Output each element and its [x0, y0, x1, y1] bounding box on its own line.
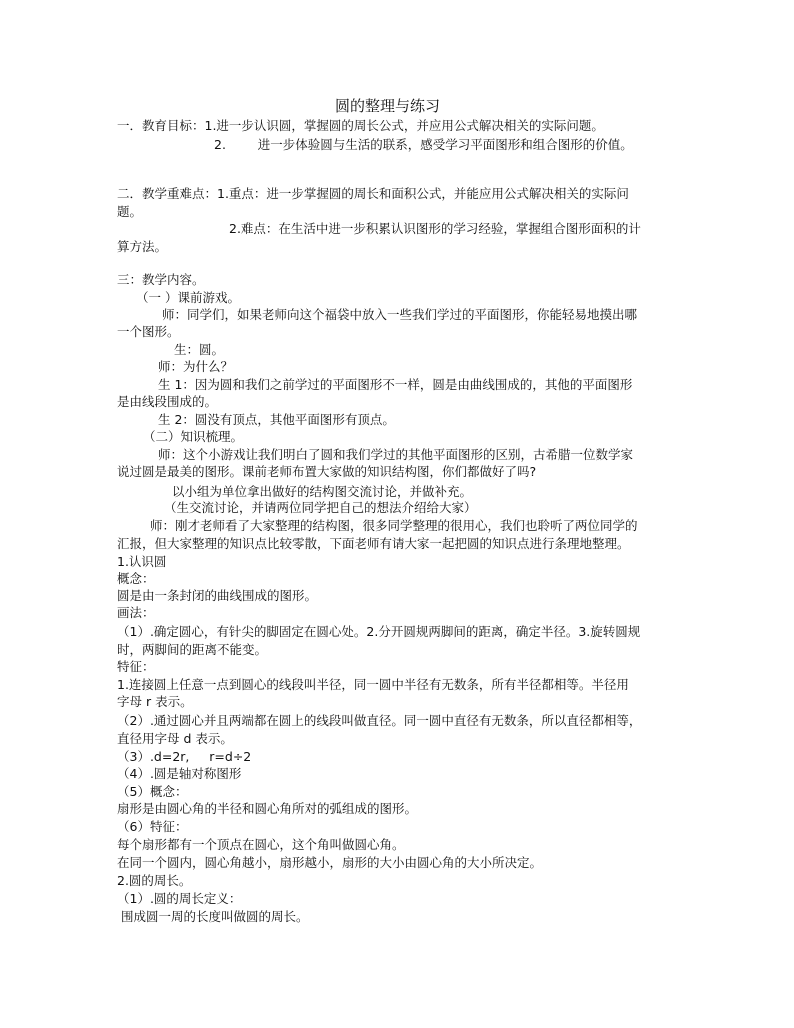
feature-diameter-line-1: （2）.通过圆心并且两端都在圆上的线段叫做直径。同一圆中直径有无数条，所以直径都相等，	[117, 713, 642, 728]
teacher-line-3-cont: 汇报，但大家整理的知识点比较零散，下面老师有请大家一起把圆的知识点进行条理地整理。	[117, 536, 630, 551]
circle-section-heading: 1.认识圆	[117, 554, 167, 569]
formula-line: （3）.d=2r, r=d÷2	[117, 749, 252, 764]
document-title: 圆的整理与练习	[335, 97, 441, 115]
sector-concept-label: （5）概念：	[117, 784, 188, 799]
student-answer: 生：圆。	[174, 342, 225, 357]
teacher-line-1: 师：同学们，如果老师向这个福袋中放入一些我们学过的平面图形，你能轻易地摸出哪	[162, 307, 638, 322]
teacher-line-1-cont: 一个图形。	[117, 324, 180, 339]
sector-features-label: （6）特征：	[117, 819, 188, 834]
section-review-heading: （二）知识梳理。	[143, 429, 244, 444]
perimeter-definition-text: 围成圆一周的长度叫做圆的周长。	[121, 909, 309, 924]
student2-line: 生 2：圆没有顶点，其他平面图形有顶点。	[158, 412, 395, 427]
sector-concept-text: 扇形是由圆心角的半径和圆心角所对的弧组成的图形。	[117, 801, 418, 816]
teacher-line-2: 师：这个小游戏让我们明白了圆和我们学过的其他平面图形的区别，古希腊一位数学家	[158, 447, 634, 462]
teacher-question: 师：为什么？	[158, 359, 234, 374]
difficulty-line-2: 算方法。	[117, 239, 168, 254]
difficulty-line-1: 2.难点：在生活中进一步积累认识图形的学习经验，掌握组合图形面积的计	[229, 221, 641, 236]
drawing-step-line-1: （1）.确定圆心，有针尖的脚固定在圆心处。2.分开圆规两脚间的距离，确定半径。3.旋转圆规	[117, 624, 641, 639]
key-points-line-2: 题。	[117, 204, 143, 219]
feature-radius-line-1: 1.连接圆上任意一点到圆心的线段叫半径，同一圆中半径有无数条，所有半径都相等。半径用	[117, 677, 629, 692]
student1-line-2: 是由线段围成的。	[117, 394, 218, 409]
objectives-line-2: 2. 进一步体验圆与生活的联系，感受学习平面图形和组合图形的价值。	[214, 137, 633, 152]
feature-diameter-line-2: 直径用字母 d 表示。	[117, 731, 233, 746]
teacher-line-3: 师：刚才老师看了大家整理的结构图，很多同学整理的很用心，我们也聆听了两位同学的	[150, 518, 638, 533]
student1-line-1: 生 1：因为圆和我们之前学过的平面图形不一样，圆是由曲线围成的，其他的平面图形	[158, 377, 633, 392]
sector-feature-line-1: 每个扇形都有一个顶点在圆心，这个角叫做圆心角。	[117, 837, 405, 852]
group-discussion-line: 以小组为单位拿出做好的结构图交流讨论，并做补充。	[172, 484, 473, 499]
concept-label: 概念：	[117, 571, 155, 586]
perimeter-definition-label: （1）.圆的周长定义：	[117, 891, 242, 906]
objectives-line-1: 一．教育目标：1.进一步认识圆，掌握圆的周长公式，并应用公式解决相关的实际问题。	[117, 118, 604, 133]
concept-text: 圆是由一条封闭的曲线围成的图形。	[117, 588, 318, 603]
content-heading: 三：教学内容。	[117, 272, 205, 287]
key-points-line-1: 二．教学重难点：1.重点：进一步掌握圆的周长和面积公式，并能应用公式解决相关的实际问	[117, 186, 629, 201]
feature-radius-line-2: 字母 r 表示。	[117, 694, 193, 709]
section-warmup-heading: （一 ）课前游戏。	[136, 290, 240, 305]
teacher-line-2-cont: 说过圆是最美的图形。课前老师布置大家做的知识结构图，你们都做好了吗?	[117, 464, 537, 479]
features-label: 特征：	[117, 659, 155, 674]
drawing-step-line-2: 时，两脚间的距离不能变。	[117, 642, 268, 657]
perimeter-heading: 2.圆的周长。	[117, 873, 192, 888]
drawing-label: 画法：	[117, 605, 155, 620]
sector-feature-line-2: 在同一个圆内，圆心角越小，扇形越小，扇形的大小由圆心角的大小所决定。	[117, 855, 543, 870]
student-discussion-line: （生交流讨论，并请两位同学把自己的想法介绍给大家）	[164, 500, 477, 515]
symmetry-line: （4）.圆是轴对称图形	[117, 766, 242, 781]
